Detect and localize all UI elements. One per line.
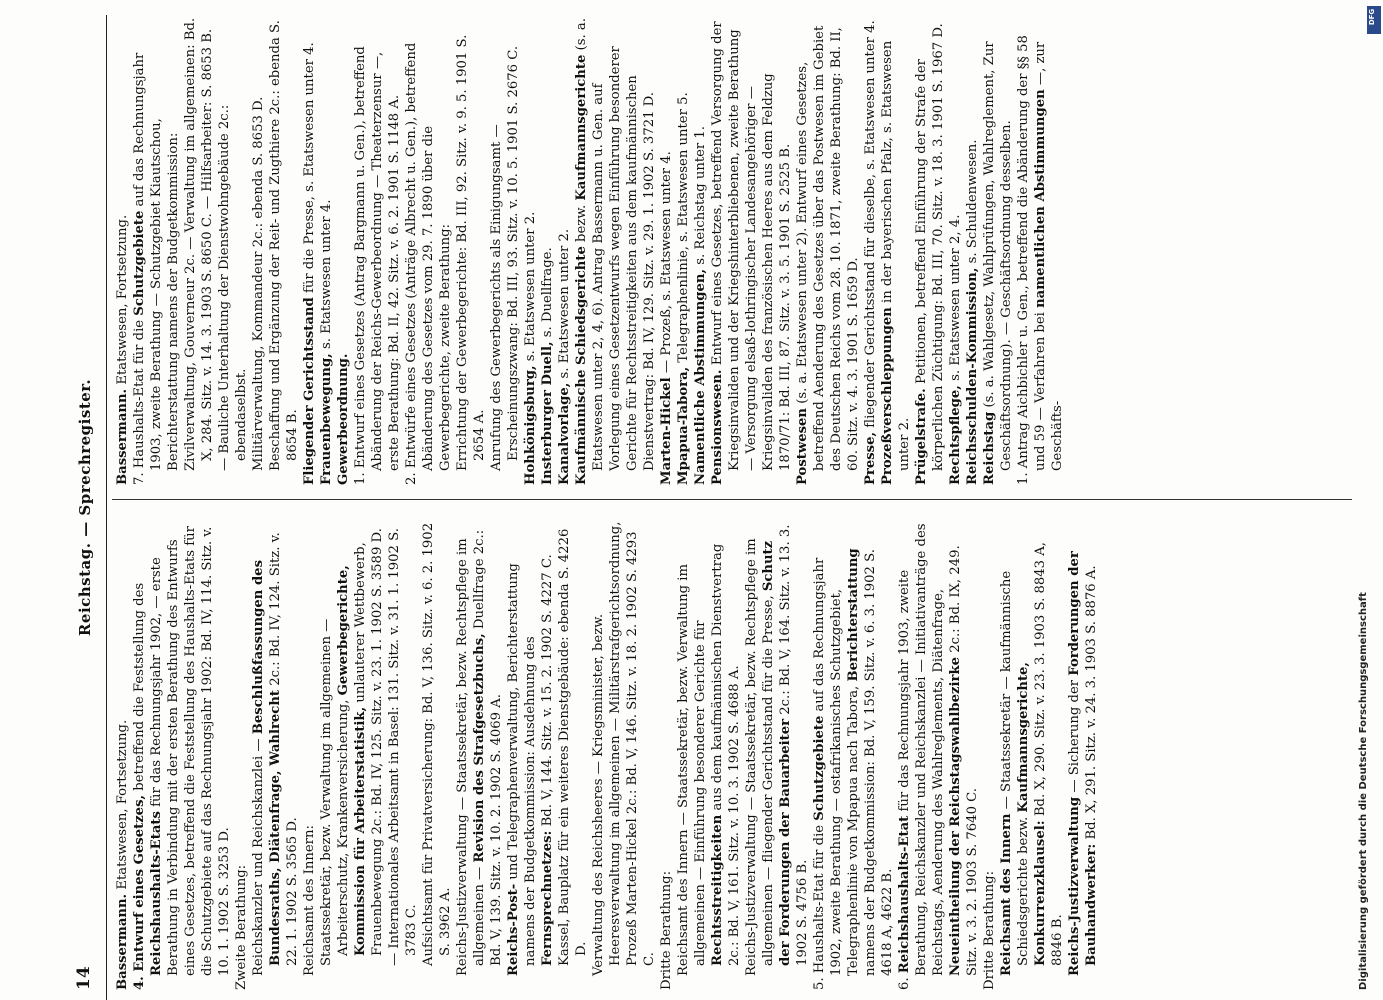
register-entry (403, 15, 454, 485)
entry-text: Kaufmännische Schiedsgerichte (574, 246, 589, 485)
entry-text: Pensionswesen. (710, 369, 725, 485)
entry-text: Reichshaushalts-Etat (897, 815, 912, 974)
entry-text: Etatswesen, Fortsetzung. (115, 719, 130, 894)
entry-text: — Bauliche Unterhaltung der Dienstwohngebäude 2c.: ebendaselbst. (217, 104, 249, 471)
entry-text: Berichterstattung (846, 548, 861, 682)
entry-text: Kaufmannsgerichte, Konkurrenzklausel: (1016, 661, 1048, 966)
entry-text: Revision des Strafgesetzbuchs, (472, 633, 487, 863)
entry-text: s. Duellfrage. (540, 247, 555, 342)
register-entry (981, 520, 998, 990)
register-entry (913, 15, 947, 485)
entry-text: unlauterer Wettbewerb, Frauenbewegung 2c.: Bd. IV, 125. Sitz. v. 23. 1. 1902 S. 3589 D. (353, 528, 385, 956)
entry-text: Aufsichtsamt für Privatversicherung: Bd. V, 136. Sitz. v. 6. 2. 1902 S. 3962 A. (421, 522, 453, 966)
entry-text: Etatswesen, Fortsetzung. (115, 214, 130, 389)
entry-text: Zivilverwaltung, Gouverneur 2c. — Verwaltung im allgemeinen: Bd. X, 284. Sitz. v. 14. 3. 1903 S. 8650 C. — Hilfsarbeiter: S. 8653 B. (183, 17, 215, 471)
page-number: 14 (74, 966, 94, 990)
digitization-note: Digitalisierung gefördert durch die Deutsche Forschungsgemeinschaft (1358, 592, 1369, 990)
entry-text: Bd. X, 290. Sitz. v. 23. 3. 1903 S. 8843 A, 8846 B. (1033, 542, 1065, 966)
entry-text: Dritte Berathung: (982, 870, 997, 990)
entry-text: Rechtsstreitigkeiten (710, 814, 725, 966)
entry-text: Errichtung der Gewerbegerichte: Bd. III, 92. Sitz. v. 9. 5. 1901 S. 2654 A. (455, 34, 487, 471)
register-entry (420, 520, 454, 990)
register-entry (539, 15, 556, 485)
entry-text: Zweite Berathung: (234, 864, 249, 990)
entry-text: Neueintheilung der Reichstagswahlbezirke (948, 656, 963, 976)
entry-text: Reichshaushalts-Etats (149, 811, 164, 976)
entry-text: Reichstag (982, 411, 997, 485)
entry-text: in der bayerischen Pfalz, s. Etatswesen unter 2. (880, 40, 912, 471)
entry-text: Telegraphenlinie, s. Etatswesen unter 5. (676, 92, 691, 367)
register-entry (675, 15, 692, 485)
entry-text: Bd. V, 144. Sitz. v. 15. 2. 1902 S. 4227 C. (540, 554, 555, 831)
entry-text: Schutz der Forderungen der Bauarbeiter (761, 540, 793, 966)
register-entry (658, 520, 675, 990)
entry-text: 1. Entwurf eines Gesetzes (Antrag Bargmann u. Gen.), betreffend Abänderung der Reichs-Gewerbeordnung — Theaterzensur —, erste Berathung: Bd. II, 42. Sitz. v. 6. 2. 1901 S. 1148 A. (353, 46, 402, 485)
entry-text: 1. Antrag Aichbichler u. Gen., betreffend die Abänderung der §§ 58 und 59 — Verfahren bei (1016, 35, 1048, 485)
entry-text: Duellfrage 2c.: Bd. V, 139. Sitz. v. 10. 2. 1902 S. 4069 A. (472, 529, 504, 966)
register-entry (590, 520, 658, 990)
register-entry (301, 520, 318, 990)
register-entry (454, 15, 488, 485)
entry-text: Beschaffung und Ergänzung der Reit- und Zugthiere 2c.: ebenda S. 8654 B. (268, 20, 300, 471)
entry-text: 2c.: Bd. V, 164. Sitz. v. 13. 3. 1902 S. 4756 B. (778, 524, 810, 966)
entry-text: Prügelstrafe. (914, 388, 929, 485)
register-entry (131, 520, 233, 990)
entry-text: Dritte Berathung: (659, 870, 674, 990)
register-entry (556, 15, 573, 485)
register-entry (658, 15, 675, 485)
entry-text: 2c.: Bd. IX, 249. Sitz. v. 3. 2. 1903 S. 7640 C. (948, 545, 980, 976)
entry-text: 4. Entwurf eines Gesetzes, (132, 794, 147, 990)
entry-text: Entwurf eines Gesetzes, betreffend Versorgung der Kriegsinvaliden und der Kriegshinterbliebenen, zweite Berathung — Versorgung elsaß-lothringischer Landesangehöriger — Kriegsinvaliden des französischen Heeres aus dem Feldzug 1870/71: Bd. III, 87. Sitz. v. 3. 5. 1901 S. 2525 B. (710, 21, 793, 471)
entry-text: (s. a. Etatswesen unter 2, 4, 6). Antrag Bassermann u. Gen. auf Vorlegung eines Gesetzentwurfs wegen Einführung besonderer Gerichte für Rechtsstreitigkeiten aus dem kaufmännischen Dienstvertrag: Bd. IV, 129. Sitz. v. 29. 1. 1902 S. 3721 D. (574, 18, 657, 471)
entry-text: Reichsamt des Innern — Staatssekretär, bezw. Verwaltung im allgemeinen — Einführung besonderer Gerichte für (676, 564, 708, 976)
register-entry (692, 15, 709, 485)
entry-text: Reichsschulden-Kommission, (965, 267, 980, 485)
register-entry (216, 15, 250, 485)
entry-text: für die Presse, s. Etatswesen unter 4. (302, 42, 317, 298)
register-entry (182, 15, 216, 485)
register-entry (488, 15, 522, 485)
entry-text: Marten-Hickel (659, 377, 674, 485)
rotated-register-page (70, 15, 1360, 1000)
register-entry (114, 520, 131, 990)
register-entry (896, 520, 981, 990)
register-entry (709, 15, 794, 485)
register-entry (981, 15, 1015, 485)
entry-text: Rechtspflege, (948, 385, 963, 485)
register-entry (879, 15, 913, 485)
register-entry (947, 15, 964, 485)
register-entry (386, 520, 420, 990)
entry-text: fliegender Gerichtsstand für dieselbe, s. Etatswesen unter 4. (863, 20, 878, 432)
entry-text: Fernsprechnetzes: (540, 830, 555, 966)
register-entry (335, 15, 352, 485)
entry-text: für das Rechnungsjahr 1902, — erste Berathung in Verbindung mit der ersten Berathung des Entwurfs eines Gesetzes, betreffend die Feststellung des Haushalts-Etats für die Schutzgebiete auf das Rechnungsjahr 1902: Bd. IV, 114. Sitz. v. 10. 1. 1902 S. 3253 D. (149, 526, 232, 976)
register-entry (556, 520, 590, 990)
register-entry (352, 15, 403, 485)
register-entry (131, 15, 182, 485)
entry-text: 6. (897, 973, 912, 990)
entry-text: Postwesen (795, 407, 810, 485)
entry-text: Beschlußfassungen des Bundesraths, Diätenfrage, Wahlrecht (251, 560, 283, 966)
register-entry (454, 520, 505, 990)
entry-text: Kaufmannsgerichte (574, 54, 589, 201)
entry-text: Militärverwaltung, Kommandeur 2c.: ebenda S. 8653 D. (251, 96, 266, 471)
entry-text: Petitionen, betreffend Einführung der Strafe der körperlichen Züchtigung: Bd. III, 70. Sitz. v. 18. 3. 1901 S. 1967 D. (914, 23, 946, 471)
entry-text: Reichs-Justizverwaltung — Staatssekretär, bezw. Rechtspflege im allgemeinen — fliegender Gerichtsstand für die Presse, (744, 538, 776, 976)
entry-text: s. Etatswesen unter 2, 4. (948, 214, 963, 386)
entry-text: Anrufung des Gewerbegerichts als Einigungsamt — Erscheinungszwang: Bd. III, 93. Sitz. v. 10. 5. 1901 S. 2676 C. (489, 45, 521, 471)
page-header (70, 15, 104, 1000)
entry-text: Schutzgebiete (812, 715, 827, 821)
side-margin (1352, 0, 1382, 1000)
dfg-logo-text: DFG (1368, 8, 1376, 26)
entry-text: — Sicherung der (1067, 675, 1082, 797)
register-entry (1015, 15, 1066, 485)
entry-text: s. Etatswesen unter 4. (319, 199, 334, 354)
register-entry (573, 15, 658, 485)
entry-text: Insterburger Duell, (540, 341, 555, 485)
dfg-logo (1367, 6, 1381, 34)
entry-text: Staatssekretär, bezw. Verwaltung im allgemeinen — Arbeiterschutz, Krankenversicherung, (319, 618, 351, 966)
entry-text: Bassermann. (115, 388, 130, 485)
entry-text: s. Etatswesen unter 2. (523, 211, 538, 366)
entry-text: Kanalvorlage, (557, 382, 572, 485)
entry-text: — Staatssekretär — kaufmännische Schiedsgerichte bezw. (999, 570, 1031, 966)
page-title: Reichstag. — Sprechregister. (76, 378, 94, 637)
entry-text: Frauenbewegung, (319, 353, 334, 485)
register-entry (522, 15, 539, 485)
register-entry (862, 15, 879, 485)
entry-text: 2. Entwürfe eines Gesetzes (Anträge Albrecht u. Gen.), betreffend Abänderung des Gesetzes vom 29. 7. 1890 über die Gewerbegerichte, zweite Berathung: (404, 42, 453, 485)
register-entry (250, 520, 301, 990)
entry-text: Bassermann. (115, 893, 130, 990)
register-entry (794, 15, 862, 485)
entry-text: Presse, (863, 431, 878, 485)
header-rule (106, 15, 107, 1000)
register-entry (505, 520, 556, 990)
entry-text: Reichs-Justizverwaltung — Staatssekretär, bezw. Rechtspflege im allgemeinen — (455, 538, 487, 976)
entry-text: Forderungen der Bauhandwerker: (1067, 551, 1099, 966)
entry-text: — Prozeß, s. Etatswesen unter 4. (659, 151, 674, 378)
entry-text: Reichs-Post- (506, 883, 521, 976)
entry-text: Reichsamt des Innern: (302, 825, 317, 976)
register-entry (233, 520, 250, 990)
register-entry (811, 520, 896, 990)
entry-text: Kassel, Bauplatz für ein weiteres Dienstgebäude: ebenda S. 4226 D. (557, 528, 589, 966)
entry-text: (s. a. Etatswesen unter 2). Entwurf eines Gesetzes, betreffend Aenderung des Gesetzes über das Postwesen im Gebiet des Deutschen Reichs vom 28. 10. 1871, zweite Berathung: Bd. II, 60. Sitz. v. 4. 3. 1901 S. 1659 D. (795, 25, 861, 471)
entry-text: Gewerbegerichte, Kommission für Arbeiterstatistik, (336, 565, 368, 956)
entry-text: Schutzgebiete (132, 210, 147, 316)
entry-text: Fliegender Gerichtsstand (302, 297, 317, 485)
entry-text: Reichs-Justizverwaltung (1067, 796, 1082, 976)
entry-text: Reichskanzler und Reichskanzlei — (251, 734, 266, 976)
entry-text: Namentliche Abstimmungen, (693, 268, 708, 485)
register-entry (318, 520, 386, 990)
column-divider (112, 499, 1352, 500)
entry-text: auf das Rechnungsjahr 1903, zweite Berathung — Schutzgebiet Kiautschou, Berichterstattung namens der Budgetkommission: (132, 52, 181, 471)
entry-text: —, zur Geschäfts- (1033, 41, 1065, 471)
entry-text: aus dem kaufmännischen Dienstvertrag 2c.: Bd. V, 161. Sitz. v. 10. 3. 1902 S. 4688 A. (710, 543, 742, 966)
entry-text: s. Schuldenwesen. (965, 139, 980, 268)
entry-text: namens der Budgetkommission: Bd. V, 159. Sitz. v. 6. 3. 1902 S. 4618 A, 4622 B. (863, 549, 895, 976)
entry-text: Bd. X, 291. Sitz. v. 24. 3. 1903 S. 8876 A. (1084, 565, 1099, 844)
register-entry (964, 15, 981, 485)
register-entry (998, 520, 1066, 990)
register-entry (250, 15, 267, 485)
entry-text: — Internationales Arbeitsamt in Basel: 131. Sitz. v. 31. 1. 1902 S. 3783 C. (387, 528, 419, 966)
entry-text: Mpapua-Tabora, (676, 366, 691, 485)
register-entry (114, 15, 131, 485)
right-column (114, 15, 1354, 485)
entry-text: namentlichen Abstimmungen (1033, 89, 1048, 308)
entry-text: bezw. (574, 200, 589, 247)
entry-text: 7. Haushalts-Etat für die (132, 315, 147, 485)
entry-text: (s. a. Wahlgesetz, Wahlprüfungen, Wahlreglement, Zur Geschäftsordnung). — Geschäftsordnung desselben. (982, 41, 1014, 471)
register-entry (675, 520, 743, 990)
register-entry (318, 15, 335, 485)
register-entry (1066, 520, 1100, 990)
entry-text: betreffend die Feststellung des (132, 582, 147, 795)
entry-text: 2c.: Bd. IV, 124. Sitz. v. 22. 1. 1902 S. 3565 D. (268, 532, 300, 966)
entry-text: und Telegraphenverwaltung, Berichterstattung namens der Budgetkommission: Ausdehnung des (506, 563, 538, 966)
register-entry (267, 15, 301, 485)
entry-text: für das Rechnungsjahr 1903, zweite Berathung, Reichskanzler und Reichskanzlei — Initiativanträge des Reichstags, Aenderung des Wahlreglements, Diätenfrage, (897, 523, 946, 976)
entry-text: Hohkönigsburg, (523, 365, 538, 485)
entry-text: s. Reichstag unter 1. (693, 126, 708, 269)
entry-text: Verwaltung des Reichsheeres — Kriegsminister, bezw. Heeresverwaltung im allgemeinen — Militärstrafgerichtsordnung, Prozeß Marten-Hickel 2c.: Bd. V, 146. Sitz. v. 18. 2. 1902 S. 4293 C. (591, 521, 657, 976)
entry-text: Gewerbeordnung. (336, 353, 351, 485)
left-column (114, 520, 1354, 990)
entry-text: auf das Rechnungsjahr 1902, zweite Berathung — ostafrikanisches Schutzgebiet, Telegraphenlinie von Mpapua nach Tabora, (812, 557, 861, 976)
entry-text: Prozeßverschleppungen (880, 307, 895, 485)
entry-text: Reichsamt des Innern (999, 813, 1014, 976)
entry-text: 5. Haushalts-Etat für die (812, 820, 827, 990)
register-entry (301, 15, 318, 485)
entry-text: s. Etatswesen unter 2. (557, 228, 572, 383)
register-entry (743, 520, 811, 990)
